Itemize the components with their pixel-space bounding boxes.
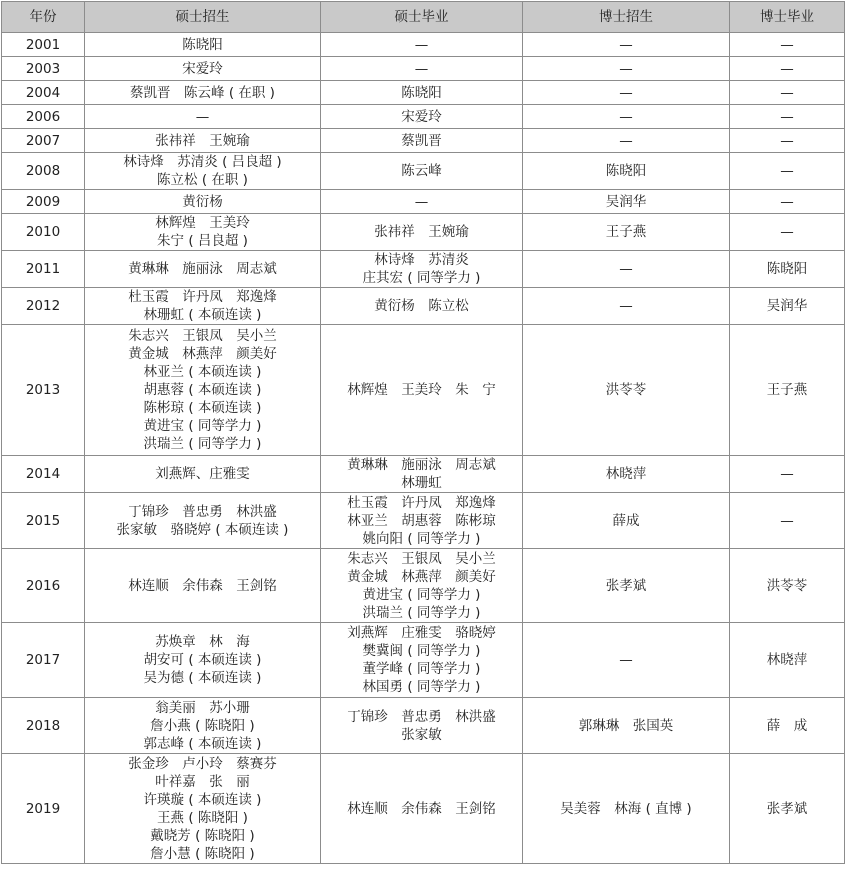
- table-row: [2, 153, 845, 190]
- cell-phd-enroll: [523, 493, 730, 549]
- cell-line: 许瑛璇 ( 本硕连读 ): [143, 791, 262, 808]
- table-row: [2, 288, 845, 325]
- cell-line: 林晓萍: [766, 652, 808, 668]
- cell-ms-enroll: [85, 190, 321, 214]
- cell-line: 张孝斌: [605, 577, 647, 594]
- cell-ms-enroll: [85, 105, 321, 129]
- cell-line: 陈晓阳: [766, 261, 808, 277]
- cell-line: 林诗烽 苏清炎: [374, 252, 469, 268]
- table-header-row: [2, 2, 845, 33]
- cell-line: 胡惠蓉 ( 本硕连读 ): [143, 382, 262, 398]
- cell-line: 张祎祥 王婉瑜: [374, 224, 469, 240]
- cell-line: 朱志兴 王银凤 吴小兰: [128, 328, 277, 344]
- cell-line: —: [780, 163, 794, 179]
- cell-line: 刘燕辉、庄雅雯: [155, 466, 250, 482]
- cell-line: 胡安可 ( 本硕连读 ): [143, 652, 262, 668]
- cell-line: 杜玉霞 许丹凤 郑逸烽: [347, 494, 496, 511]
- cell-ms-enroll: [85, 549, 321, 623]
- cell-phd-grad: [730, 251, 845, 288]
- cell-line: 黄金城 林燕萍 颜美好: [128, 346, 277, 362]
- cell-line: 王子燕: [766, 382, 808, 398]
- cell-line: 林连顺 余伟森 王剑铭: [347, 800, 496, 817]
- cell-year: 2006: [2, 105, 85, 129]
- cell-line: —: [780, 84, 794, 101]
- cell-year: 2008: [2, 153, 85, 190]
- cell-line: —: [619, 298, 633, 314]
- cell-line: 姚向阳 ( 同等学力 ): [362, 530, 481, 547]
- cell-year: 2015: [2, 493, 85, 549]
- cell-line: 黄进宝 ( 同等学力 ): [362, 586, 481, 603]
- cell-line: 张金珍 卢小玲 蔡赛芬: [128, 755, 277, 772]
- cell-line: 宋爱玲: [401, 108, 442, 125]
- cell-phd-enroll: [523, 325, 730, 456]
- cell-line: 吴美蓉 林海 ( 直博 ): [560, 800, 692, 817]
- cell-line: 张家敏 骆晓婷 ( 本硕连读 ): [116, 521, 289, 538]
- cell-line: 黄衍杨: [182, 193, 223, 210]
- cell-line: —: [619, 36, 633, 53]
- cell-phd-grad: [730, 81, 845, 105]
- cell-line: 林珊虹 ( 本硕连读 ): [143, 307, 262, 323]
- cell-phd-grad: [730, 33, 845, 57]
- cell-phd-grad: [730, 129, 845, 153]
- table-row: [2, 251, 845, 288]
- table-row: [2, 493, 845, 549]
- cell-line: 林晓萍: [605, 466, 647, 482]
- cell-line: 林亚兰 ( 本硕连读 ): [143, 364, 262, 380]
- cell-phd-grad: [730, 456, 845, 493]
- cell-ms-enroll: [85, 129, 321, 153]
- cell-line: 叶祥嘉 张 丽: [155, 773, 250, 790]
- cell-phd-enroll: [523, 288, 730, 325]
- cell-line: —: [619, 60, 633, 77]
- cell-phd-enroll: [523, 81, 730, 105]
- cell-ms-grad: [321, 623, 523, 698]
- cell-ms-grad: [321, 456, 523, 493]
- cell-line: —: [780, 224, 794, 240]
- cell-line: 吴润华: [605, 193, 647, 210]
- cell-phd-enroll: [523, 129, 730, 153]
- cell-year: 2001: [2, 33, 85, 57]
- cell-ms-grad: [321, 105, 523, 129]
- cell-phd-grad: [730, 214, 845, 251]
- cell-line: 洪苓苓: [766, 577, 808, 594]
- cell-line: 苏焕章 林 海: [155, 634, 250, 650]
- cell-phd-enroll: [523, 153, 730, 190]
- cell-phd-enroll: [523, 33, 730, 57]
- table-row: [2, 214, 845, 251]
- cell-line: 樊冀闽 ( 同等学力 ): [362, 643, 481, 659]
- cell-line: —: [619, 261, 633, 277]
- cell-line: —: [780, 512, 794, 529]
- cell-ms-grad: [321, 288, 523, 325]
- cell-line: —: [780, 132, 794, 149]
- cell-line: 戴晓芳 ( 陈晓阳 ): [150, 827, 255, 844]
- cell-ms-enroll: [85, 288, 321, 325]
- table-row: [2, 57, 845, 81]
- cell-phd-grad: [730, 623, 845, 698]
- cell-line: 翁美丽 苏小珊: [155, 699, 250, 716]
- cell-phd-grad: [730, 754, 845, 864]
- cell-line: —: [195, 108, 210, 125]
- cell-ms-grad: [321, 190, 523, 214]
- cell-line: 张孝斌: [766, 800, 808, 817]
- cell-line: 林辉煌 王美玲: [155, 215, 250, 231]
- cell-line: 陈立松 ( 在职 ): [157, 172, 248, 188]
- column-header-ms-grad: 硕士毕业: [321, 2, 523, 33]
- cell-ms-enroll: [85, 57, 321, 81]
- cell-line: 宋爱玲: [182, 60, 223, 77]
- cell-year: 2007: [2, 129, 85, 153]
- table-row: [2, 81, 845, 105]
- cell-year: 2012: [2, 288, 85, 325]
- cell-year: 2019: [2, 754, 85, 864]
- cell-year: 2009: [2, 190, 85, 214]
- cell-line: —: [780, 36, 794, 53]
- cell-line: 黄琳琳 施丽泳 周志斌: [128, 261, 277, 277]
- table-row: [2, 33, 845, 57]
- cell-phd-enroll: [523, 57, 730, 81]
- table-row: [2, 456, 845, 493]
- cell-line: 朱志兴 王银凤 吴小兰: [347, 550, 496, 567]
- cell-line: 董学峰 ( 同等学力 ): [362, 661, 481, 677]
- cell-ms-grad: [321, 698, 523, 754]
- cell-line: —: [619, 132, 633, 149]
- cell-line: 王燕 ( 陈晓阳 ): [157, 809, 248, 826]
- cell-line: 林珊虹: [401, 475, 442, 491]
- cell-line: 郭志峰 ( 本硕连读 ): [143, 735, 262, 752]
- graduate-records-table: [1, 1, 845, 864]
- cell-phd-enroll: [523, 623, 730, 698]
- cell-line: —: [619, 108, 633, 125]
- cell-phd-enroll: [523, 190, 730, 214]
- cell-ms-grad: [321, 214, 523, 251]
- table-row: [2, 549, 845, 623]
- cell-line: 张家敏: [401, 726, 442, 743]
- cell-line: 吴为德 ( 本硕连读 ): [143, 670, 262, 686]
- cell-line: 陈晓阳: [605, 163, 647, 179]
- cell-line: —: [780, 108, 794, 125]
- cell-ms-grad: [321, 57, 523, 81]
- cell-ms-grad: [321, 251, 523, 288]
- cell-line: 林辉煌 王美玲 朱 宁: [347, 382, 496, 398]
- cell-ms-enroll: [85, 153, 321, 190]
- cell-line: 黄金城 林燕萍 颜美好: [347, 568, 496, 585]
- cell-phd-grad: [730, 549, 845, 623]
- cell-line: 黄琳琳 施丽泳 周志斌: [347, 457, 496, 473]
- cell-year: 2011: [2, 251, 85, 288]
- cell-phd-enroll: [523, 456, 730, 493]
- table-row: [2, 190, 845, 214]
- table-row: [2, 623, 845, 698]
- cell-year: 2017: [2, 623, 85, 698]
- column-header-phd-enroll: 博士招生: [523, 2, 730, 33]
- cell-line: 洪苓苓: [605, 382, 647, 398]
- cell-line: —: [414, 193, 429, 210]
- cell-phd-grad: [730, 698, 845, 754]
- cell-phd-grad: [730, 325, 845, 456]
- cell-line: 洪瑞兰 ( 同等学力 ): [362, 604, 481, 621]
- cell-ms-grad: [321, 493, 523, 549]
- cell-ms-enroll: [85, 754, 321, 864]
- cell-line: 林亚兰 胡惠蓉 陈彬琼: [347, 512, 496, 529]
- cell-ms-grad: [321, 33, 523, 57]
- cell-ms-enroll: [85, 81, 321, 105]
- table-row: [2, 105, 845, 129]
- cell-line: 薛成: [612, 512, 640, 529]
- cell-phd-grad: [730, 57, 845, 81]
- cell-line: 陈晓阳: [182, 36, 223, 53]
- cell-ms-grad: [321, 549, 523, 623]
- cell-line: 丁锦珍 普忠勇 林洪盛: [347, 708, 496, 725]
- cell-phd-grad: [730, 190, 845, 214]
- cell-ms-enroll: [85, 698, 321, 754]
- column-header-phd-grad: 博士毕业: [730, 2, 845, 33]
- cell-line: 丁锦珍 普忠勇 林洪盛: [128, 503, 277, 520]
- cell-line: 黄衍杨 陈立松: [374, 298, 469, 314]
- cell-ms-enroll: [85, 325, 321, 456]
- cell-ms-enroll: [85, 251, 321, 288]
- cell-line: 刘燕辉 庄雅雯 骆晓婷: [347, 625, 496, 641]
- cell-phd-grad: [730, 288, 845, 325]
- cell-year: 2014: [2, 456, 85, 493]
- cell-line: 庄其宏 ( 同等学力 ): [362, 270, 481, 286]
- column-header-year: 年份: [2, 2, 85, 33]
- cell-line: —: [780, 466, 794, 482]
- cell-ms-enroll: [85, 33, 321, 57]
- cell-line: 洪瑞兰 ( 同等学力 ): [143, 436, 262, 452]
- column-header-ms-enroll: 硕士招生: [85, 2, 321, 33]
- cell-ms-grad: [321, 754, 523, 864]
- cell-line: 薛 成: [766, 717, 808, 734]
- cell-line: 王子燕: [605, 224, 647, 240]
- cell-ms-enroll: [85, 623, 321, 698]
- cell-phd-grad: [730, 153, 845, 190]
- cell-line: —: [414, 36, 429, 53]
- cell-phd-enroll: [523, 214, 730, 251]
- cell-ms-grad: [321, 325, 523, 456]
- table-row: [2, 698, 845, 754]
- cell-line: 张祎祥 王婉瑜: [155, 132, 250, 149]
- cell-line: 陈晓阳: [401, 84, 442, 101]
- cell-ms-grad: [321, 153, 523, 190]
- cell-line: —: [780, 193, 794, 210]
- table-row: [2, 754, 845, 864]
- cell-phd-enroll: [523, 754, 730, 864]
- cell-phd-enroll: [523, 698, 730, 754]
- cell-line: 詹小燕 ( 陈晓阳 ): [150, 717, 255, 734]
- cell-ms-enroll: [85, 214, 321, 251]
- table-body: [2, 33, 845, 864]
- cell-line: 林连顺 余伟森 王剑铭: [128, 577, 277, 594]
- cell-year: 2018: [2, 698, 85, 754]
- cell-line: 朱宁 ( 吕良超 ): [157, 233, 248, 249]
- cell-line: —: [619, 84, 633, 101]
- cell-line: 詹小慧 ( 陈晓阳 ): [150, 845, 255, 862]
- cell-year: 2010: [2, 214, 85, 251]
- cell-phd-enroll: [523, 549, 730, 623]
- cell-line: —: [619, 652, 633, 668]
- cell-ms-grad: [321, 81, 523, 105]
- cell-line: 郭琳琳 张国英: [578, 717, 674, 734]
- cell-ms-enroll: [85, 456, 321, 493]
- cell-phd-grad: [730, 105, 845, 129]
- cell-line: 林诗烽 苏清炎 ( 吕良超 ): [123, 154, 282, 170]
- cell-line: 蔡凯晋: [401, 132, 442, 149]
- cell-year: 2013: [2, 325, 85, 456]
- table-row: [2, 129, 845, 153]
- cell-line: 陈彬琼 ( 本硕连读 ): [143, 400, 262, 416]
- cell-phd-enroll: [523, 251, 730, 288]
- cell-line: 黄进宝 ( 同等学力 ): [143, 418, 262, 434]
- cell-phd-enroll: [523, 105, 730, 129]
- cell-line: —: [780, 60, 794, 77]
- cell-ms-enroll: [85, 493, 321, 549]
- cell-year: 2004: [2, 81, 85, 105]
- cell-year: 2003: [2, 57, 85, 81]
- cell-line: 蔡凯晋 陈云峰 ( 在职 ): [130, 84, 275, 101]
- cell-phd-grad: [730, 493, 845, 549]
- cell-line: 陈云峰: [401, 163, 442, 179]
- cell-line: 吴润华: [766, 298, 808, 314]
- cell-year: 2016: [2, 549, 85, 623]
- cell-line: 林国勇 ( 同等学力 ): [362, 679, 481, 695]
- cell-line: 杜玉霞 许丹凤 郑逸烽: [128, 289, 277, 305]
- cell-line: —: [414, 60, 429, 77]
- table-row: [2, 325, 845, 456]
- cell-ms-grad: [321, 129, 523, 153]
